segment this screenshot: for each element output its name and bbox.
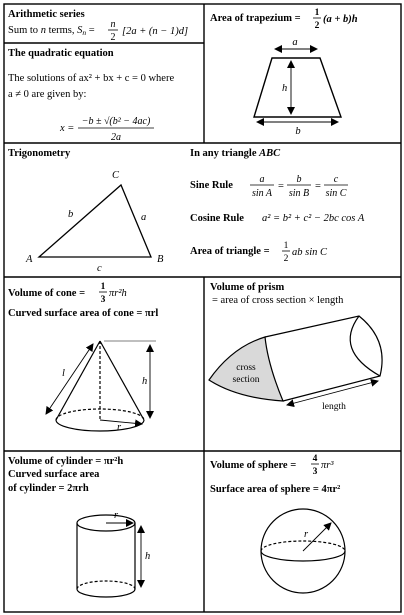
arith-frac-num: n	[110, 19, 116, 30]
length-label: length	[322, 402, 346, 412]
trigonometry-cell	[8, 148, 365, 274]
svg-text:r: r	[114, 510, 119, 521]
svg-text:b: b	[296, 174, 302, 185]
cone-volume-label: Volume of cone =	[8, 288, 86, 299]
cylinder-csa-line1: Curved surface area	[8, 469, 100, 480]
cosine-rule-label: Cosine Rule	[190, 213, 244, 224]
svg-text:=: =	[278, 181, 284, 192]
trap-label: Area of trapezium =	[210, 13, 301, 24]
prism-subtitle: = area of cross section × length	[212, 295, 344, 306]
trap-a-label: a	[292, 37, 298, 48]
cone-cell	[8, 282, 158, 433]
svg-text:r: r	[117, 422, 122, 433]
quad-line1: The solutions of ax² + bx + c = 0 where	[8, 73, 175, 84]
svg-text:a: a	[141, 212, 147, 223]
svg-text:B: B	[157, 254, 164, 265]
svg-text:sin A: sin A	[251, 188, 273, 199]
quadratic-cell	[8, 48, 174, 143]
svg-text:r: r	[304, 529, 309, 540]
sphere-cell	[210, 454, 345, 593]
svg-text:1: 1	[314, 8, 320, 18]
svg-text:ab sin C: ab sin C	[292, 247, 328, 258]
quad-title: The quadratic equation	[8, 48, 114, 59]
cylinder-volume-label: Volume of cylinder = πr²h	[8, 456, 124, 467]
svg-text:1: 1	[100, 282, 106, 292]
svg-text:a: a	[259, 174, 265, 185]
cylinder-cell	[8, 456, 150, 597]
svg-text:b: b	[68, 209, 74, 220]
cosine-formula: a² = b² + c² − 2bc cos A	[262, 213, 365, 224]
prism-cell	[209, 282, 382, 412]
cylinder-figure	[77, 515, 141, 597]
arith-line: Sum to n terms, Sn =	[8, 25, 95, 37]
svg-text:l: l	[62, 368, 65, 379]
svg-text:πr²h: πr²h	[109, 288, 127, 299]
svg-text:4: 4	[312, 454, 318, 464]
sine-rule-label: Sine Rule	[190, 180, 233, 191]
trap-b-label: b	[295, 126, 301, 137]
cone-csa-label: Curved surface area of cone = πrl	[8, 308, 159, 319]
svg-text:1: 1	[283, 241, 289, 251]
sphere-figure	[261, 509, 345, 593]
quad-denominator: 2a	[111, 132, 121, 143]
cross-label-1: cross	[236, 363, 256, 373]
area-triangle-label: Area of triangle =	[190, 246, 270, 257]
prism-title: Volume of prism	[210, 282, 285, 293]
svg-text:A: A	[26, 254, 33, 265]
trapezium-cell	[210, 8, 358, 137]
quad-line2: a ≠ 0 are given by:	[8, 89, 87, 100]
svg-text:2: 2	[314, 21, 320, 31]
quad-x-eq: x =	[60, 123, 75, 134]
cross-label-2: section	[232, 375, 260, 385]
svg-text:C: C	[112, 170, 120, 181]
svg-text:(a + b)h: (a + b)h	[323, 14, 358, 25]
svg-text:2: 2	[283, 254, 289, 264]
prism-figure	[209, 316, 382, 405]
sphere-sa-label: Surface area of sphere = 4πr²	[210, 484, 341, 495]
svg-text:=: =	[315, 181, 321, 192]
svg-text:c: c	[97, 263, 102, 274]
cylinder-csa-line2: of cylinder = 2πrh	[8, 483, 89, 494]
any-triangle: In any triangle ABC	[190, 148, 281, 159]
svg-text:sin C: sin C	[325, 188, 347, 199]
trig-title: Trigonometry	[8, 148, 71, 159]
arithmetic-series-cell	[8, 9, 188, 43]
cone-figure	[46, 341, 156, 431]
arith-frac-den: 2	[110, 32, 116, 43]
sphere-volume-label: Volume of sphere =	[210, 460, 297, 471]
quad-numerator: −b ± √(b² − 4ac)	[81, 116, 151, 127]
trapezium-shape	[254, 58, 341, 117]
svg-text:3: 3	[100, 295, 106, 305]
triangle-abc	[39, 185, 151, 257]
svg-text:c: c	[333, 174, 339, 185]
svg-text:3: 3	[312, 467, 318, 477]
svg-text:sin B: sin B	[288, 188, 310, 199]
svg-text:h: h	[142, 376, 148, 387]
trap-h-label: h	[282, 83, 288, 94]
svg-text:h: h	[145, 551, 151, 562]
arith-title: Arithmetic series	[8, 9, 85, 20]
arith-bracket: [2a + (n − 1)d]	[122, 26, 189, 37]
svg-text:πr³: πr³	[321, 460, 334, 471]
